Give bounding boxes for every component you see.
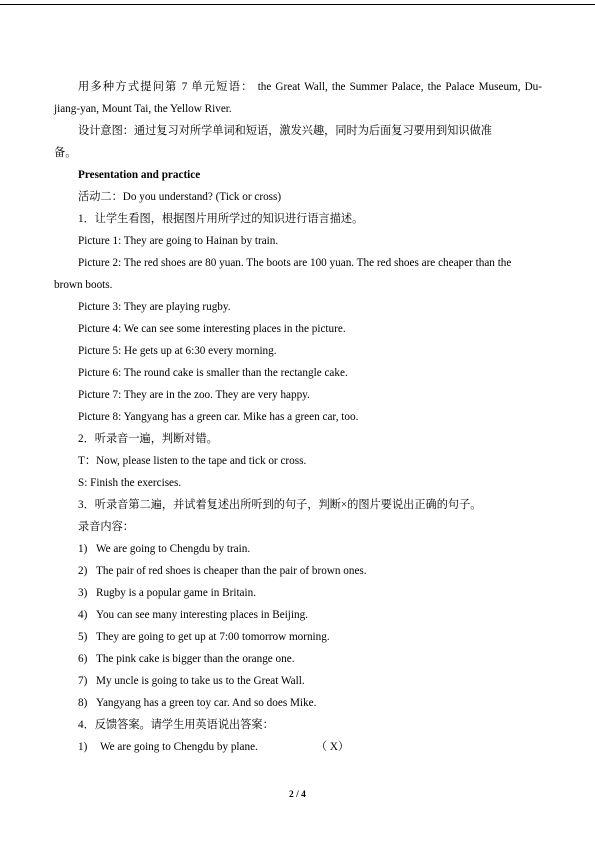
- section-heading: Presentation and practice: [78, 169, 201, 181]
- document-body: [54, 76, 542, 758]
- step-1: 1．让学生看图，根据图片用所学过的知识进行语言描述。: [78, 213, 364, 225]
- recording-item-number: 3): [78, 587, 88, 599]
- recording-item-number: 5): [78, 631, 88, 643]
- teacher-instruction: T：Now, please listen to the tape and tick or cross.: [78, 455, 307, 467]
- picture-5: Picture 5: He gets up at 6:30 every morning.: [78, 345, 277, 357]
- step-2: 2．听录音一遍，判断对错。: [78, 433, 218, 445]
- recording-item-number: 8): [78, 697, 88, 709]
- picture-2-line-2: brown boots.: [54, 279, 113, 291]
- recording-item-number: 1): [78, 543, 88, 555]
- recording-item-number: 4): [78, 609, 88, 621]
- picture-2-line-1: Picture 2: The red shoes are 80 yuan. The boots are 100 yuan. The red shoes are cheaper than the: [78, 257, 512, 269]
- answer-number: 1): [78, 741, 88, 753]
- picture-8: Picture 8: Yangyang has a green car. Mike has a green car, too.: [78, 411, 359, 423]
- recording-item-text: We are going to Chengdu by train.: [96, 543, 251, 555]
- step-3: 3．听录音第二遍，并试着复述出所听到的句子，判断×的图片要说出正确的句子。: [78, 499, 482, 511]
- recording-label: 录音内容：: [78, 521, 134, 533]
- step-4: 4．反馈答案。请学生用英语说出答案：: [78, 719, 274, 731]
- recording-item: [54, 670, 542, 692]
- recording-item-number: 2): [78, 565, 88, 577]
- recording-item-text: The pink cake is bigger than the orange one.: [96, 653, 295, 665]
- recording-item: [54, 538, 542, 560]
- answer-text: We are going to Chengdu by plane.: [100, 741, 258, 753]
- recording-item: [54, 648, 542, 670]
- recording-item: [54, 626, 542, 648]
- intro-line-1: 用多种方式提问第 7 单元短语： the Great Wall, the Summer Palace, the Palace Museum, Du-: [78, 81, 542, 93]
- recording-item-number: 7): [78, 675, 88, 687]
- intro-line-2: jiang-yan, Mount Tai, the Yellow River.: [54, 103, 232, 115]
- recording-item-number: 6): [78, 653, 88, 665]
- recording-item-text: The pair of red shoes is cheaper than the pair of brown ones.: [96, 565, 367, 577]
- design-intent-line-1: 设计意图：通过复习对所学单词和短语，激发兴趣，同时为后面复习要用到知识做准: [78, 125, 492, 137]
- recording-item: [54, 560, 542, 582]
- answer-mark: （ X）: [315, 741, 350, 753]
- recording-item-text: They are going to get up at 7:00 tomorrow morning.: [96, 631, 330, 643]
- picture-4: Picture 4: We can see some interesting places in the picture.: [78, 323, 346, 335]
- recording-item-text: You can see many interesting places in Beijing.: [96, 609, 309, 621]
- activity-title: 活动二：Do you understand? (Tick or cross): [78, 191, 282, 203]
- student-instruction: S: Finish the exercises.: [78, 477, 182, 489]
- design-intent-line-2: 备。: [54, 147, 77, 159]
- recording-item-text: Rugby is a popular game in Britain.: [96, 587, 257, 599]
- recording-item: [54, 692, 542, 714]
- picture-6: Picture 6: The round cake is smaller than the rectangle cake.: [78, 367, 348, 379]
- picture-1: Picture 1: They are going to Hainan by train.: [78, 235, 279, 247]
- recording-item-text: My uncle is going to take us to the Great Wall.: [96, 675, 305, 687]
- picture-3: Picture 3: They are playing rugby.: [78, 301, 231, 313]
- page-number: 2 / 4: [289, 790, 306, 800]
- answer-item: [54, 736, 542, 758]
- header-rule: [0, 4, 595, 5]
- recording-item: [54, 604, 542, 626]
- recording-item-text: Yangyang has a green toy car. And so does Mike.: [96, 697, 317, 709]
- recording-item: [54, 582, 542, 604]
- picture-7: Picture 7: They are in the zoo. They are very happy.: [78, 389, 310, 401]
